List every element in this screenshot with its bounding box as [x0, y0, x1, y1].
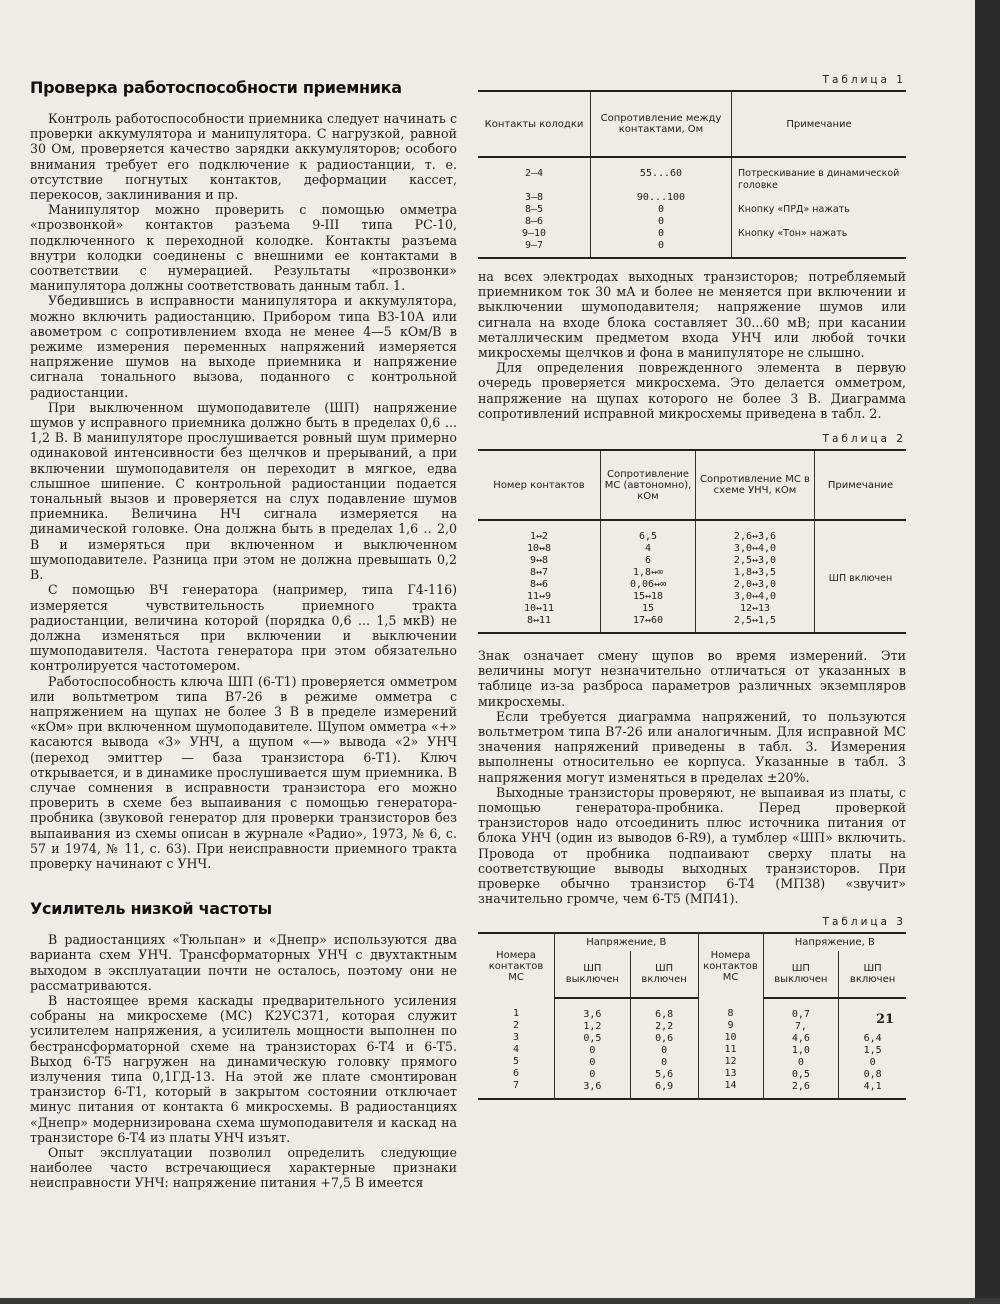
table2-header-autonomous: Сопротивление МС (автономно), кОм: [601, 450, 696, 520]
table3-col-contacts-2: 8 9 10 11 12 13 14: [698, 998, 763, 1099]
table1-resistance-column: 55...60 90...100 0 0 0 0: [591, 157, 732, 258]
table3-col-on-2: 6,4 1,5 0 0,8 4,1: [839, 998, 906, 1099]
section-heading-receiver-check: Проверка работоспособности приемника: [30, 78, 402, 97]
table2-header-note: Примечание: [815, 450, 907, 520]
paragraph: Выходные транзисторы проверяют, не выпаивая из платы, с помощью генератора-пробника. Перед проверкой транзисторов надо отсоединить плюс источника питания от блока УНЧ (один из выводов 6-R9), а тумблер «ШП» включить. Провода от пробника подпаивают сверху платы на соответствующие выводы выходных транзисторов. При проверке обычно транзистор 6-Т4 (МП38) «звучит» значительно громче, чем 6-Т5 (МП41).: [478, 784, 906, 907]
table3-col-on: 6,8 2,2 0,6 0 0 5,6 6,9: [630, 998, 698, 1099]
table3-col-off: 3,6 1,2 0,5 0 0 0 3,6: [555, 998, 631, 1099]
paragraph: С помощью ВЧ генератора (например, типа Г4-116) измеряется чувствительность приемного тракта радиостанции, величина которой (порядка 0,6 ... 1,5 мкВ) не должна изменяться при включении и выключении шумоподавителя. Частота генератора при этом обязательно контролируется частотомером.: [30, 582, 457, 674]
paragraph: Работоспособность ключа ШП (6-Т1) проверяется омметром или вольтметром типа В7-26 в режиме омметра с напряжением на щупах не более 3 В в пределе измерений «кОм» при включенном шумоподавителе. Щупом омметра «+» касаются вывода «3» УНЧ, а щупом «—» вывода «2» УНЧ (переход эмиттер — база транзистора 6-Т1). Ключ открывается, и в динамике прослушивается шум приемника. В случае сомнения в исправности транзистора его можно проверить в схеме без выпаивания с помощью генератора-пробника (звуковой генератор для проверки транзисторов без выпаивания из схемы описан в журнале «Радио», 1973, № 6, с. 57 и 1974, № 11, с. 63). При неисправности приемного тракта проверку начинают с УНЧ.: [30, 673, 457, 871]
left-column: [30, 78, 457, 1191]
scan-edge-bottom: [0, 1298, 1000, 1304]
table2-circuit-column: 2,6↔3,6 3,0↔4,0 2,5↔3,0 1,8↔3,5 2,0↔3,0 3,0↔4,0 12↔13 2,5↔1,5: [696, 520, 815, 633]
page-number: 21: [876, 1012, 895, 1027]
table3-col-off-2: 0,7 7, 4,6 1,0 0 0,5 2,6: [763, 998, 839, 1099]
table1-notes-column: Потрескивание в динамической головке Кнопку «ПРД» нажать Кнопку «Тон» нажать: [732, 157, 907, 258]
paragraph: При выключенном шумоподавителе (ШП) напряжение шумов у исправного приемника должно быть в пределах 0,6 ... 1,2 В. В манипуляторе прослушивается ровный шум примерно одинаковой интенсивности без щелчков и прерываний, а при включении шумоподавителя он переходит в мягкое, едва слышное шипение. С контрольной радиостанции подается тональный вызов и проверяется на слух подавление шумов приемника. Величина НЧ сигнала измеряется на динамической головке. Она должна быть в пределах 1,6 .. 2,0 В и измеряться при включенном и выключенном шумоподавителе. Разница при этом не должна превышать 0,2 В.: [30, 399, 457, 583]
table3-caption: Таблица 3: [822, 916, 906, 929]
table2-header-circuit: Сопротивление МС в схеме УНЧ, кОм: [696, 450, 815, 520]
table1-header-resistance: Сопротивление между контактами, Ом: [591, 91, 732, 157]
table3-header-on: ШП включен: [630, 951, 698, 998]
table3-header-contacts: Номера контактов МС: [478, 933, 555, 998]
table1-contacts-column: 2—4 3—8 8—5 8—6 9—10 9—7: [478, 157, 591, 258]
paragraph: Знак означает смену щупов во время измерений. Эти величины могут незначительно отличаться от указанных в таблице из-за разброса параметров различных экземпляров микросхемы.: [478, 648, 906, 709]
table2: [478, 449, 906, 634]
table3-header-on-2: ШП включен: [839, 951, 906, 998]
table2-autonomous-column: 6,5 4 6 1,8↔∞ 0,06↔∞ 15↔18 15 17↔60: [601, 520, 696, 633]
right-column: [478, 74, 906, 1100]
paragraph: Если требуется диаграмма напряжений, то пользуются вольтметром типа В7-26 или аналогичным. Для исправной МС значения напряжений приведены в табл. 3. Измерения выполнены относительно ее корпуса. Указанные в табл. 3 напряжения могут изменяться в пределах ±20%.: [478, 708, 906, 785]
table1-header-contacts: Контакты колодки: [478, 91, 591, 157]
paragraph: Убедившись в исправности манипулятора и аккумулятора, можно включить радиостанцию. Прибором типа В3-10А или авометром с сопротивлением входа не менее 4—5 кОм/В в режиме измерения переменных напряжений измеряется напряжение шумов на выходе приемника и напряжение сигнала тонального вызова, поданного с контрольной радиостанции.: [30, 293, 457, 400]
table3-header-contacts-2: Номера контактов МС: [698, 933, 763, 998]
scan-edge-right: [975, 0, 1000, 1304]
paragraph: Манипулятор можно проверить с помощью омметра «прозвонкой» контактов разъема 9-III типа РС-10, подключенного к переходной колодке. Контакты разъема внутри колодки соединены с внешними ее контактами в соответствии с нумерацией. Результаты «прозвонки» манипулятора должны соответствовать данным табл. 1.: [30, 202, 457, 294]
paragraph: В настоящее время каскады предварительного усиления собраны на микросхеме (МС) К2УС371, которая служит усилителем напряжения, а усилитель мощности выполнен по бестрансформаторной схеме на транзисторах 6-Т4 и 6-Т5. Выход 6-Т5 нагружен на динамическую головку прямого излучения типа 0,1ГД-13. На этой же плате смонтирован транзистор 6-Т1, который в закрытом состоянии отключает минус питания от контакта 6 микросхемы. В радиостанциях «Днепр» модернизирована схема шумоподавителя и каскад на транзисторе 6-Т4 из платы УНЧ изъят.: [30, 992, 457, 1145]
paragraph: Контроль работоспособности приемника следует начинать с проверки аккумулятора и манипулятора. С нагрузкой, равной 30 Ом, проверяется качество зарядки аккумуляторов; особого внимания требует его подключение к радиостанции, т. е. отсутствие погнутых контактов, деформации кассет, перекосов, заклинивания и пр.: [30, 111, 457, 203]
table2-note-cell: ШП включен: [815, 520, 907, 633]
table1-caption: Таблица 1: [822, 74, 906, 86]
table1-header-notes: Примечание: [732, 91, 907, 157]
paragraph: Для определения поврежденного элемента в первую очередь проверяется микросхема. Это делается омметром, напряжение на щупах которого не более 3 В. Диаграмма сопротивлений исправной микросхемы приведена в табл. 2.: [478, 360, 906, 421]
table2-caption: Таблица 2: [822, 433, 906, 446]
table2-header-contacts: Номер контактов: [478, 450, 601, 520]
paragraph: В радиостанциях «Тюльпан» и «Днепр» используются два варианта схем УНЧ. Трансформаторных УНЧ с двухтактным выходом в эксплуатации почти не осталось, поэтому они не рассматриваются.: [30, 932, 457, 993]
table2-contacts-column: 1↔2 10↔8 9↔8 8↔7 8↔6 11↔9 10↔11 8↔11: [478, 520, 601, 633]
table3-header-off: ШП выключен: [555, 951, 631, 998]
table3-header-voltage-2: Напряжение, В: [763, 933, 906, 951]
table3-col-contacts: 1 2 3 4 5 6 7: [478, 998, 555, 1099]
paragraph: на всех электродах выходных транзисторов; потребляемый приемником ток 30 мА и более не меняется при включении и выключении шумоподавителя; напряжение шумов или сигнала на входе блока составляет 30...60 мВ; при касании металлическим предметом входа УНЧ или любой точки микросхемы щелчков и фона в манипуляторе не слышно.: [478, 269, 906, 361]
section-heading-amplifier: Усилитель низкой частоты: [30, 899, 272, 919]
table3-header-off-2: ШП выключен: [763, 951, 839, 998]
paragraph: Опыт эксплуатации позволил определить следующие наиболее часто встречающиеся характерные признаки неисправности УНЧ: напряжение питания +7,5 В имеется: [30, 1145, 457, 1191]
table3-header-voltage: Напряжение, В: [555, 933, 699, 951]
table1: [478, 90, 906, 259]
table3: [478, 932, 906, 1100]
